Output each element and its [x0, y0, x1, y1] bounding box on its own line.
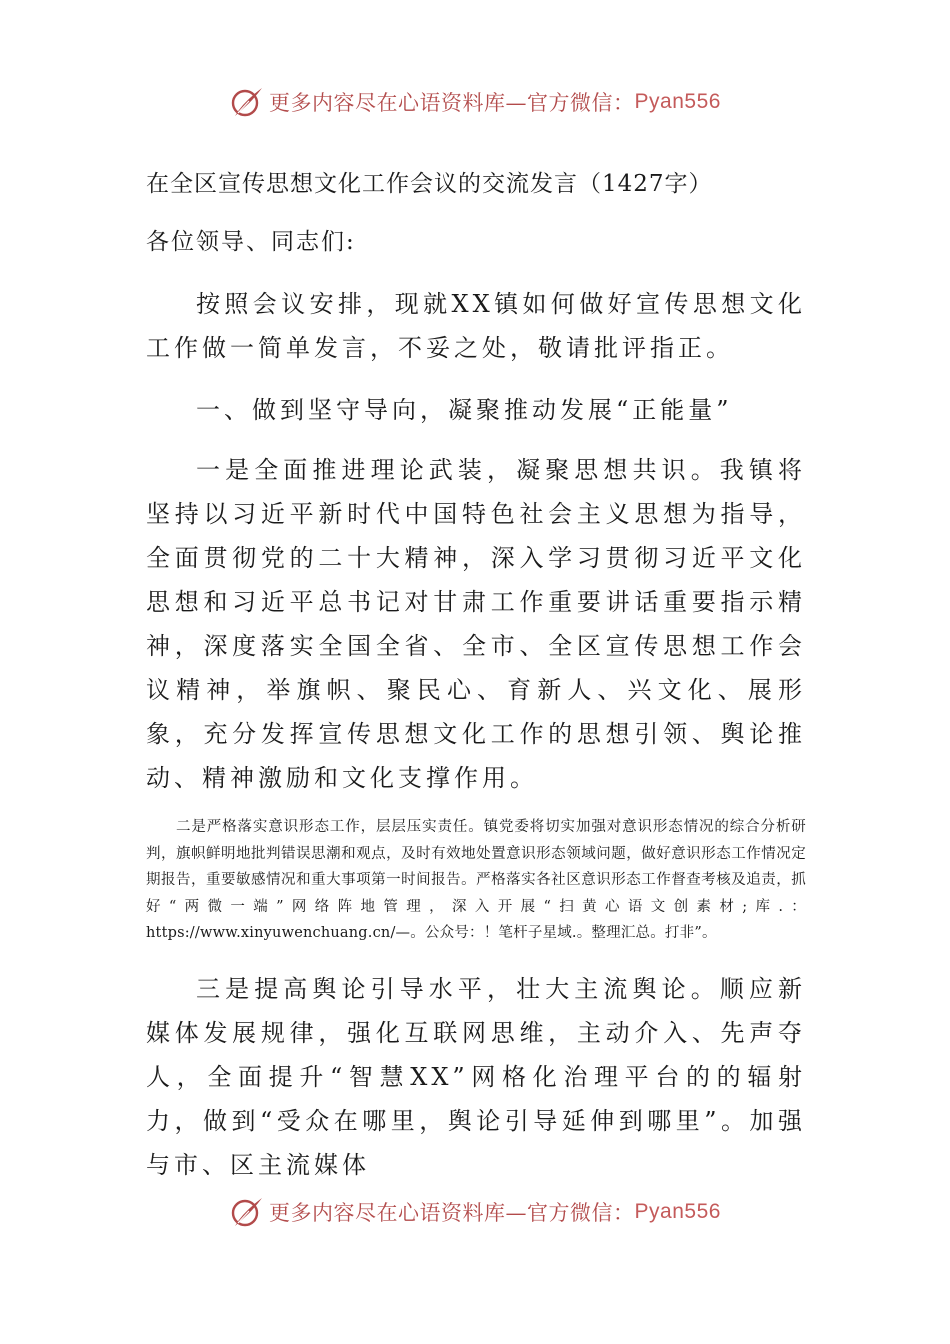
greeting: 各位领导、同志们: — [146, 229, 356, 255]
intro-paragraph: 按照会议安排，现就XX镇如何做好宣传思想文化工作做一简单发言，不妥之处，敬请批评指正。 — [146, 290, 806, 362]
paragraph-3: 三是提高舆论引导水平，壮大主流舆论。顺应新媒体发展规律，强化互联网思维，主动介入、先声夺人，全面提升“智慧XX”网格化治理平台的的辐射力，做到“受众在哪里，舆论引导延伸到哪里”。加强与市、区主流媒体 — [146, 974, 806, 1179]
paragraph-2: 二是严格落实意识形态工作，层层压实责任。镇党委将切实加强对意识形态情况的综合分析研判，旗帜鲜明地批判错误思潮和观点，及时有效地处置意识形态领域问题，做好意识形态工作情况定期报告，重要敏感情况和重大事项第一时间报告。严格落实各社区意识形态工作督查考核及追责，抓好“两微一端”网络阵地管理，深入开展“扫黄心语文创素材;库.：https://www.xinyuwenchuang.cn/—。公众号：！笔杆子星域.。整理汇总。打非”。 — [146, 819, 806, 941]
quill-logo-icon — [229, 1194, 265, 1230]
banner-wechat-id: Pyan556 — [634, 90, 721, 113]
banner-wechat-id: Pyan556 — [634, 1200, 721, 1223]
header-banner — [0, 82, 950, 122]
banner-text: 更多内容尽在心语资料库—官方微信： — [269, 91, 635, 115]
footer-banner — [0, 1192, 950, 1232]
quill-logo-icon — [229, 84, 265, 120]
paragraph-1: 一是全面推进理论武装，凝聚思想共识。我镇将坚持以习近平新时代中国特色社会主义思想为指导，全面贯彻党的二十大精神，深入学习贯彻习近平文化思想和习近平总书记对甘肃工作重要讲话重要指示精神，深度落实全国全省、全市、全区宣传思想工作会议精神，举旗帜、聚民心、育新人、兴文化、展形象，充分发挥宣传思想文化工作的思想引领、舆论推动、精神激励和文化支撑作用。 — [146, 456, 806, 792]
document-body — [146, 164, 806, 1187]
document-title: 在全区宣传思想文化工作会议的交流发言（1427字） — [146, 171, 713, 197]
section-heading-1: 一、做到坚守导向，凝聚推动发展“正能量” — [196, 396, 733, 424]
banner-text: 更多内容尽在心语资料库—官方微信： — [269, 1201, 635, 1225]
